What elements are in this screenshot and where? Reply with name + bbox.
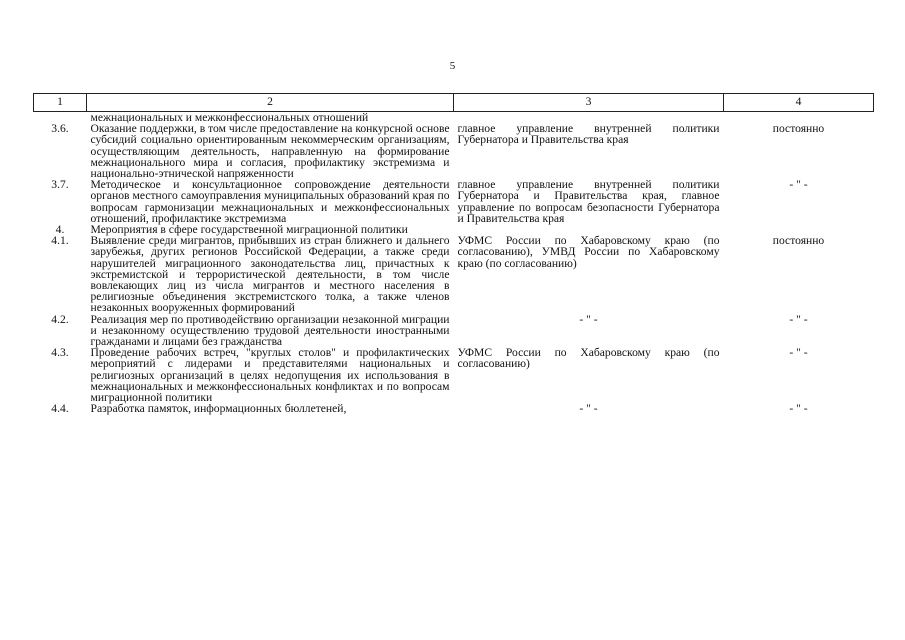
row-term: постоянно	[772, 122, 825, 136]
row-measure: Проведение рабочих встреч, "круглых столов" и профилактических мероприятий с лидерами и представителями национальных и религиозных организаций в целях недопущения их использования в межнациональных и межконфессиональных конфликтах и по вопросам миграционной политики	[90, 346, 450, 405]
row-number: 4.3.	[51, 346, 69, 360]
header-col-1: 1	[34, 94, 87, 112]
row-term: - " -	[789, 346, 808, 360]
row-measure: Реализация мер по противодействию организации незаконной миграции и незаконному осуществлению трудовой деятельности иностранными гражданами и лицами без гражданства	[90, 312, 450, 349]
header-row	[34, 94, 874, 112]
row-executor: УФМС России по Хабаровскому краю (по согласованию)	[457, 346, 720, 371]
table-row	[34, 403, 874, 414]
row-measure: Методическое и консультационное сопровождение деятельности органов местного самоуправления муниципальных образований края по вопросам гармонизации межнациональных и межконфессиональных отношений, профилактике экстремизма	[90, 178, 450, 225]
row-executor: УФМС России по Хабаровскому краю (по согласованию), УМВД России по Хабаровскому краю (по согласованию)	[457, 234, 720, 270]
row-executor: - " -	[579, 402, 598, 416]
table-row	[34, 347, 874, 403]
row-measure: Оказание поддержки, в том числе предоставление на конкурсной основе субсидий социально ориентированным некоммерческим организациям, осуществляющим деятельность, направленную на формирование межнационального мира и согласия, профилактику экстремизма и национально-этнической напряженности	[90, 122, 450, 181]
row-number: 3.7.	[51, 178, 69, 192]
table-body	[34, 112, 874, 415]
row-number: 3.6.	[51, 122, 69, 136]
header-col-2: 2	[87, 94, 454, 112]
measures-table	[33, 93, 874, 414]
header-col-3: 3	[454, 94, 724, 112]
row-measure: Разработка памяток, информационных бюллетеней,	[90, 402, 347, 416]
row-executor: главное управление внутренней политики Губернатора и Правительства края	[457, 122, 720, 147]
row-term: постоянно	[772, 234, 825, 248]
section-number: 4.	[55, 223, 65, 237]
row-term: - " -	[789, 402, 808, 416]
table-row	[34, 314, 874, 348]
table-row	[34, 123, 874, 179]
row-term: - " -	[789, 312, 808, 326]
row-term: - " -	[789, 178, 808, 192]
table-row	[34, 235, 874, 313]
table-header	[34, 94, 874, 112]
table-row	[34, 179, 874, 224]
row-number: 4.1.	[51, 234, 69, 248]
section-title: Мероприятия в сфере государственной миграционной политики	[90, 223, 408, 237]
row-measure: межнациональных и межконфессиональных отношений	[90, 111, 369, 124]
header-col-4: 4	[724, 94, 874, 112]
row-executor: главное управление внутренней политики Губернатора и Правительства края, главное управление по вопросам безопасности Губернатора и Правительства края	[457, 178, 720, 225]
row-measure: Выявление среди мигрантов, прибывших из стран ближнего и дальнего зарубежья, других регионов Российской Федерации, а также среди нарушителей миграционного законодательства лиц, причастных к экстремистской и террористической деятельности, в том числе вовлекающих лиц из числа мигрантов и местного населения в религиозные объединения экстремистского толка, а также членов незаконных вооруженных формирований	[90, 234, 450, 315]
row-executor: - " -	[579, 312, 598, 326]
page-number: 5	[449, 60, 456, 72]
row-number: 4.4.	[51, 402, 69, 416]
row-number: 4.2.	[51, 312, 69, 326]
